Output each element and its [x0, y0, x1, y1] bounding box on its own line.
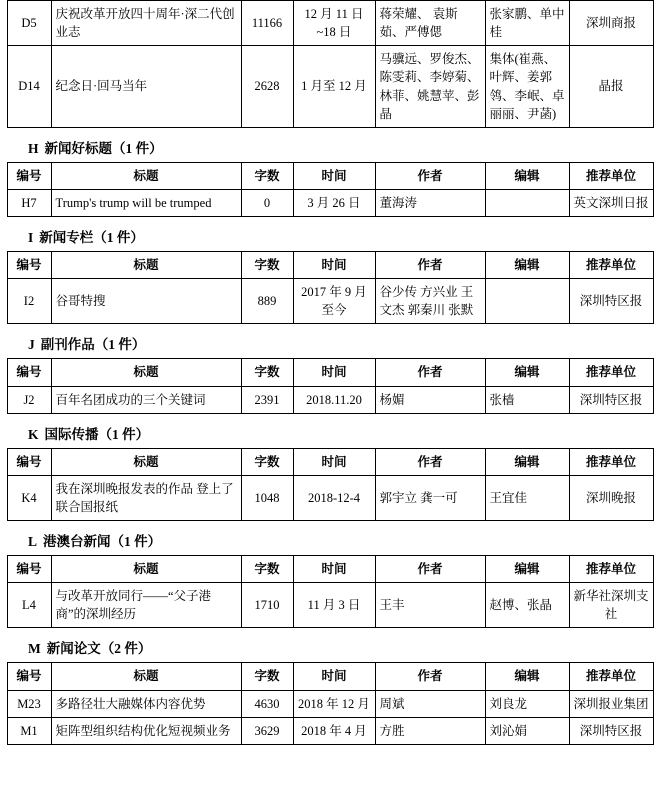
section-letter-h: H [28, 140, 39, 156]
cell-num: M1 [7, 717, 51, 744]
continued-table-wrapper [0, 0, 660, 128]
section-heading-k [18, 414, 642, 448]
col-header-editor: 编辑 [485, 162, 569, 189]
cell-editor [485, 189, 569, 216]
cell-num: J2 [7, 386, 51, 413]
section-name-i: 新闻专栏（1 件） [39, 230, 144, 245]
cell-words: 2628 [241, 46, 293, 128]
table-row [7, 475, 653, 520]
col-header-title: 标题 [51, 448, 241, 475]
cell-author: 周斌 [375, 690, 485, 717]
cell-title: 矩阵型组织结构优化短视频业务 [51, 717, 241, 744]
col-header-org: 推荐单位 [569, 663, 653, 690]
cell-editor: 赵博、张晶 [485, 583, 569, 628]
section-letter-m: M [28, 641, 41, 657]
cell-title: 多路径壮大融媒体内容优势 [51, 690, 241, 717]
col-header-editor: 编辑 [485, 663, 569, 690]
header-row [7, 252, 653, 279]
cell-editor: 刘良龙 [485, 690, 569, 717]
table-body [7, 189, 653, 216]
cell-editor [485, 279, 569, 324]
cell-org: 晶报 [569, 46, 653, 128]
col-header-num: 编号 [7, 359, 51, 386]
cell-num: I2 [7, 279, 51, 324]
col-header-title: 标题 [51, 556, 241, 583]
table-body [7, 475, 653, 520]
cell-org: 深圳特区报 [569, 386, 653, 413]
cell-title: 纪念日·回马当年 [51, 46, 241, 128]
col-header-author: 作者 [375, 359, 485, 386]
cell-org: 深圳特区报 [569, 717, 653, 744]
col-header-words: 字数 [241, 556, 293, 583]
section-heading-m [18, 628, 642, 662]
col-header-author: 作者 [375, 556, 485, 583]
table-body [7, 386, 653, 413]
cell-num: M23 [7, 690, 51, 717]
cell-num: K4 [7, 475, 51, 520]
section-heading-j [18, 324, 642, 358]
cell-words: 0 [241, 189, 293, 216]
cell-title: 谷哥特搜 [51, 279, 241, 324]
cell-editor: 集体(崔燕、叶辉、姜郭鸰、李岷、卓丽丽、尹菡) [485, 46, 569, 128]
col-header-editor: 编辑 [485, 448, 569, 475]
cell-num: L4 [7, 583, 51, 628]
col-header-title: 标题 [51, 663, 241, 690]
col-header-org: 推荐单位 [569, 556, 653, 583]
cell-title: 百年名团成功的三个关键词 [51, 386, 241, 413]
section-name-h: 新闻好标题（1 件） [44, 140, 163, 156]
col-header-editor: 编辑 [485, 359, 569, 386]
col-header-time: 时间 [293, 663, 375, 690]
cell-num: D14 [7, 46, 51, 128]
cell-words: 889 [241, 279, 293, 324]
col-header-author: 作者 [375, 162, 485, 189]
section-table-h [7, 162, 654, 217]
section-table-m [7, 662, 654, 744]
col-header-num: 编号 [7, 556, 51, 583]
col-header-words: 字数 [241, 252, 293, 279]
col-header-time: 时间 [293, 252, 375, 279]
cell-time: 3 月 26 日 [293, 189, 375, 216]
section-table-i [7, 251, 654, 324]
cell-author: 杨媚 [375, 386, 485, 413]
section-heading-h [18, 128, 642, 162]
cell-editor: 刘沁娟 [485, 717, 569, 744]
table-body [7, 690, 653, 744]
cell-words: 3629 [241, 717, 293, 744]
cell-time: 1 月至 12 月 [293, 46, 375, 128]
cell-time: 2018.11.20 [293, 386, 375, 413]
table-row [7, 279, 653, 324]
col-header-title: 标题 [51, 252, 241, 279]
section-letter-i: I [28, 230, 34, 245]
col-header-words: 字数 [241, 359, 293, 386]
header-row [7, 359, 653, 386]
cell-num: H7 [7, 189, 51, 216]
cell-org: 深圳商报 [569, 1, 653, 46]
cell-editor: 张樯 [485, 386, 569, 413]
header-row [7, 663, 653, 690]
col-header-words: 字数 [241, 663, 293, 690]
continued-table-body [7, 1, 653, 128]
col-header-title: 标题 [51, 359, 241, 386]
col-header-org: 推荐单位 [569, 252, 653, 279]
cell-words: 2391 [241, 386, 293, 413]
col-header-org: 推荐单位 [569, 359, 653, 386]
cell-org: 深圳晚报 [569, 475, 653, 520]
table-row [7, 690, 653, 717]
cell-time: 2018 年 12 月 [293, 690, 375, 717]
table-row [7, 46, 653, 128]
cell-author: 马骥远、罗俊杰、陈雯莉、李婷菊、林菲、姚慧苹、彭晶 [375, 46, 485, 128]
table-row [7, 583, 653, 628]
col-header-words: 字数 [241, 448, 293, 475]
cell-org: 英文深圳日报 [569, 189, 653, 216]
cell-author: 王丰 [375, 583, 485, 628]
table-header [7, 663, 653, 690]
col-header-time: 时间 [293, 162, 375, 189]
cell-title: 庆祝改革开放四十周年·深二代创业志 [51, 1, 241, 46]
col-header-time: 时间 [293, 448, 375, 475]
section-table-j [7, 358, 654, 413]
header-row [7, 556, 653, 583]
table-body [7, 279, 653, 324]
col-header-title: 标题 [51, 162, 241, 189]
cell-words: 1710 [241, 583, 293, 628]
cell-org: 新华社深圳支社 [569, 583, 653, 628]
col-header-num: 编号 [7, 663, 51, 690]
table-header [7, 359, 653, 386]
table-body [7, 583, 653, 628]
table-header [7, 162, 653, 189]
cell-editor: 张家鹏、单中桂 [485, 1, 569, 46]
cell-time: 2018-12-4 [293, 475, 375, 520]
cell-time: 2017 年 9 月至今 [293, 279, 375, 324]
col-header-author: 作者 [375, 252, 485, 279]
section-name-m: 新闻论文（2 件） [46, 641, 152, 657]
table-header [7, 252, 653, 279]
cell-time: 12 月 11 日~18 日 [293, 1, 375, 46]
cell-author: 谷少传 方兴业 王文杰 郭秦川 张默 [375, 279, 485, 324]
cell-words: 11166 [241, 1, 293, 46]
cell-author: 方胜 [375, 717, 485, 744]
cell-title: Trump's trump will be trumped [51, 189, 241, 216]
table-row [7, 717, 653, 744]
cell-words: 4630 [241, 690, 293, 717]
col-header-num: 编号 [7, 162, 51, 189]
section-table-l [7, 555, 654, 628]
col-header-editor: 编辑 [485, 556, 569, 583]
section-letter-k: K [28, 426, 39, 442]
section-name-l: 港澳台新闻（1 件） [43, 534, 162, 549]
col-header-num: 编号 [7, 252, 51, 279]
col-header-words: 字数 [241, 162, 293, 189]
cell-num: D5 [7, 1, 51, 46]
cell-words: 1048 [241, 475, 293, 520]
cell-time: 2018 年 4 月 [293, 717, 375, 744]
section-name-j: 副刊作品（1 件） [40, 337, 146, 353]
table-header [7, 556, 653, 583]
header-row [7, 162, 653, 189]
table-row [7, 189, 653, 216]
continued-table [7, 0, 654, 128]
col-header-num: 编号 [7, 448, 51, 475]
section-name-k: 国际传播（1 件） [44, 426, 150, 442]
cell-title: 与改革开放同行——“父子港商”的深圳经历 [51, 583, 241, 628]
cell-org: 深圳特区报 [569, 279, 653, 324]
col-header-editor: 编辑 [485, 252, 569, 279]
col-header-org: 推荐单位 [569, 448, 653, 475]
col-header-author: 作者 [375, 663, 485, 690]
cell-title: 我在深圳晚报发表的作品 登上了联合国报纸 [51, 475, 241, 520]
col-header-author: 作者 [375, 448, 485, 475]
cell-author: 郭宇立 龚一可 [375, 475, 485, 520]
cell-author: 董海涛 [375, 189, 485, 216]
section-table-k [7, 448, 654, 521]
col-header-time: 时间 [293, 556, 375, 583]
section-letter-j: J [28, 337, 35, 353]
section-heading-i [18, 217, 642, 251]
section-heading-l [18, 521, 642, 555]
section-letter-l: L [28, 534, 38, 549]
table-row [7, 1, 653, 46]
header-row [7, 448, 653, 475]
col-header-org: 推荐单位 [569, 162, 653, 189]
cell-author: 蒋荣耀、 袁斯茹、严傅偲 [375, 1, 485, 46]
cell-time: 11 月 3 日 [293, 583, 375, 628]
table-header [7, 448, 653, 475]
cell-editor: 王宜佳 [485, 475, 569, 520]
cell-org: 深圳报业集团 [569, 690, 653, 717]
col-header-time: 时间 [293, 359, 375, 386]
table-row [7, 386, 653, 413]
